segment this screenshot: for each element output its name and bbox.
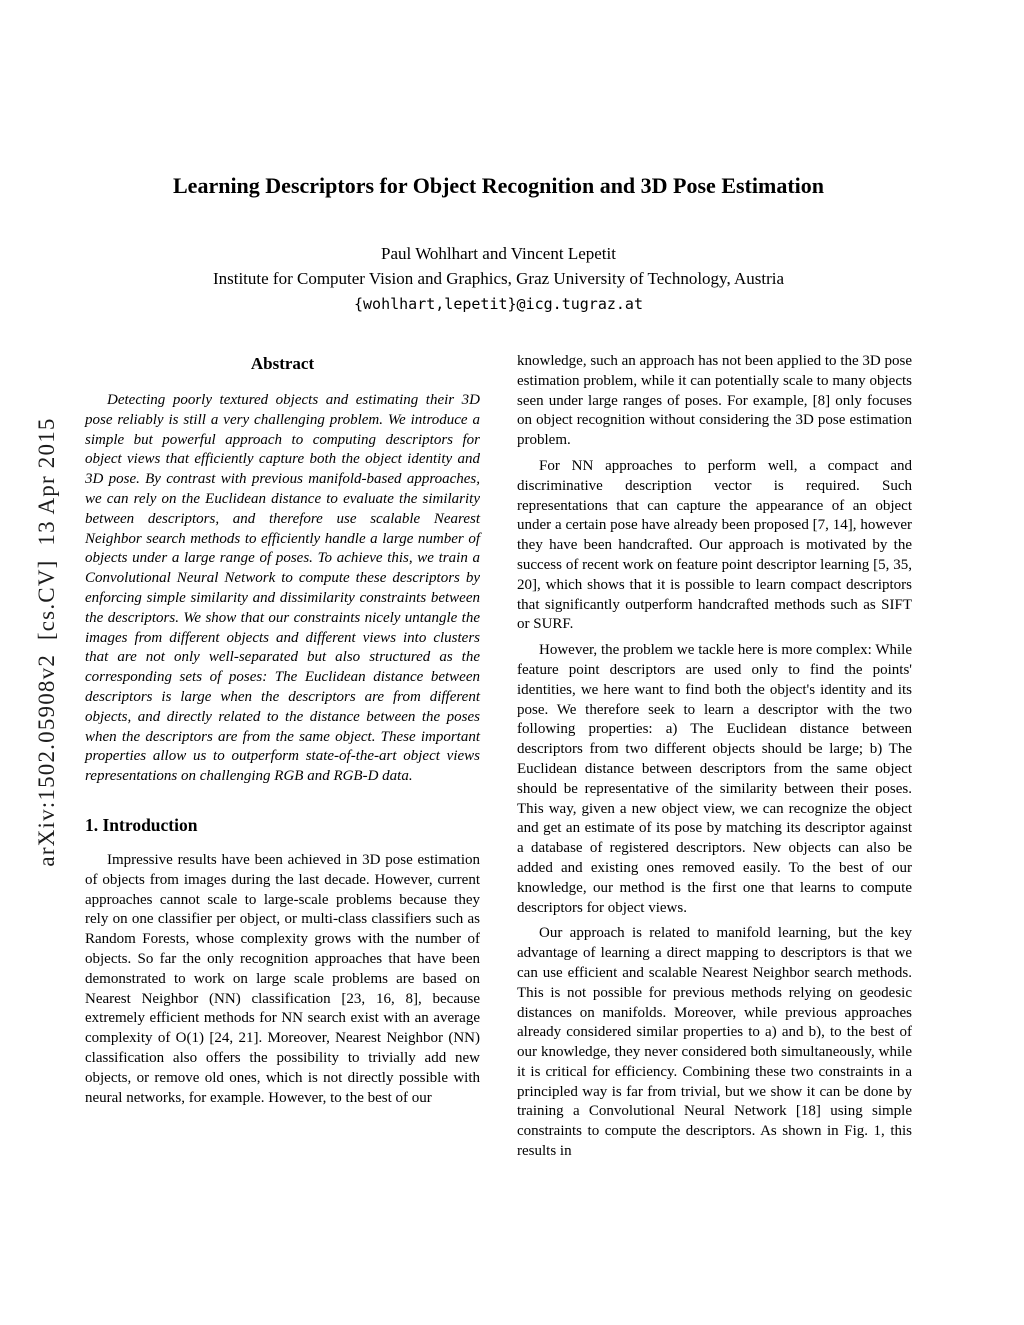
right-column — [517, 352, 912, 1162]
abstract-text: Detecting poorly textured objects and estimating their 3D pose reliably is still a very challenging problem. We introduce a simple but powerful approach to computing descriptors for object views that efficiently capture both the object identity and 3D pose. By contrast with previous manifold-based approaches, we can rely on the Euclidean distance to evaluate the similarity between descriptors, and therefore use scalable Nearest Neighbor search methods to efficiently handle a large number of objects under a large range of poses. To achieve this, we train a Convolutional Neural Network to compute these descriptors by enforcing simple similarity and dissimilarity constraints between the descriptors. We show that our constraints nicely untangle the images from different objects and different views into clusters that are not only well-separated but also structured as the corresponding sets of poses: The Euclidean distance between descriptors is large when the descriptors are from different objects, and directly related to the distance between the poses when the descriptors are from the same object. These important properties allow us to outperform state-of-the-art object views representations on challenging RGB and RGB-D data. — [85, 392, 480, 785]
paper-affiliation: Institute for Computer Vision and Graphics, Graz University of Technology, Austria — [212, 269, 785, 288]
paper-body-columns — [85, 352, 912, 1162]
abstract-heading: Abstract — [250, 354, 315, 373]
introduction-paragraph-1: Impressive results have been achieved in 3D pose estimation of objects from images during the last decade. However, current approaches cannot scale to large-scale problems because they rely on one classifier per object, or multi-class classifiers such as Random Forests, whose complexity grows with the number of objects. So far the only recognition approaches that have been demonstrated to work on large scale problems are based on Nearest Neighbor (NN) classification [23, 16, 8], because extremely efficient methods for NN search exist with an average complexity of O(1) [24, 21]. Moreover, Nearest Neighbor (NN) classification also offers the possibility to trivially add new objects, or remove old ones, which is not directly possible with neural networks, for example. However, to the best of our — [85, 851, 480, 1106]
arxiv-watermark: arXiv:1502.05908v2 [cs.CV] 13 Apr 2015 — [34, 417, 59, 867]
paper-authors: Paul Wohlhart and Vincent Lepetit — [381, 244, 616, 263]
right-paragraph-4: Our approach is related to manifold learning, but the key advantage of learning a direct mapping to descriptors is that we can use efficient and scalable Nearest Neighbor search methods. This is not possible for previous methods relying on geodesic distances on manifolds. Moreover, while previous approaches already considered similar properties to a) and b), to the best of our knowledge, they never considered both simultaneously, while it is critical for efficiency. Combining these two constraints in a principled way is far from trivial, but we show it can be done by training a Convolutional Neural Network [18] using simple constraints to compute the descriptors. As shown in Fig. 1, this results in — [517, 925, 912, 1160]
right-paragraph-3: However, the problem we tackle here is more complex: While feature point descriptors are used only to find the points' identities, we here want to find both the object's identity and its pose. We therefore seek to learn a descriptor with the two following properties: a) The Euclidean distance between descriptors from two different objects should be large; b) The Euclidean distance between descriptors from the same object should be representative of the similarity between their poses. This way, given a new object view, we can recognize the object and get an estimate of its pose by matching its descriptor against a database of registered descriptors. New objects can also be added and existing ones removed easily. To the best of our knowledge, our method is the first one that learns to compute descriptors for object views. — [517, 642, 912, 916]
right-paragraph-2: For NN approaches to perform well, a compact and discriminative description vector is required. Such representations that can capture the appearance of an object under a certain pose have already been proposed [7, 14], however they have been handcrafted. Our approach is motivated by the success of recent work on feature point descriptor learning [5, 35, 20], which shows that it is possible to learn compact descriptors that significantly outperform handcrafted methods such as SIFT or SURF. — [517, 457, 912, 633]
right-paragraph-1: knowledge, such an approach has not been applied to the 3D pose estimation problem, while it can potentially scale to many objects seen under large ranges of poses. For example, [8] only focuses on object recognition without considering the 3D pose estimation problem. — [517, 353, 912, 449]
left-column — [85, 352, 480, 1162]
paper-header — [85, 172, 912, 314]
paper-email: {wohlhart,lepetit}@icg.tugraz.at — [354, 295, 643, 313]
paper-title: Learning Descriptors for Object Recognition and 3D Pose Estimation — [173, 173, 824, 198]
section-heading-introduction: 1. Introduction — [85, 814, 198, 835]
